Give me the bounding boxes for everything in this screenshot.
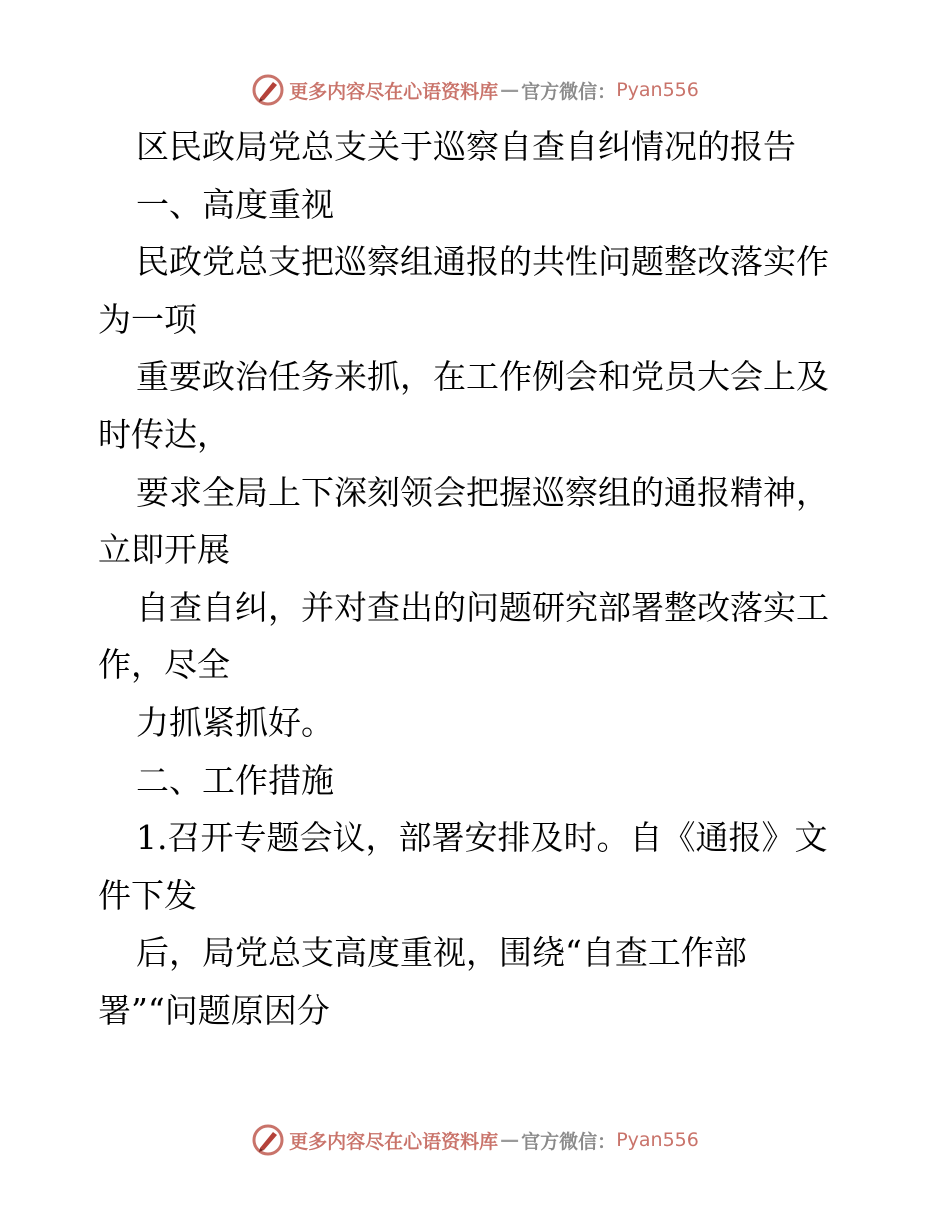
paragraph-line: 重要政治任务来抓，在工作例会和党员大会上及 (136, 357, 829, 397)
watermark-brand: 更多内容尽在心语资料库 (289, 1130, 499, 1153)
section-heading: 一、高度重视 (136, 184, 334, 224)
pen-logo-icon (251, 1123, 285, 1157)
paragraph-line: 作，尽全 (98, 645, 230, 685)
header-watermark (0, 70, 950, 110)
document-title: 区民政局党总支关于巡察自查自纠情况的报告 (136, 127, 796, 166)
watermark-channel: 官方微信： (521, 1130, 617, 1153)
paragraph-line: 立即开展 (98, 530, 230, 570)
paragraph-line: 自查自纠，并对查出的问题研究部署整改落实工 (136, 587, 829, 627)
paragraph-line: 时传达， (98, 414, 230, 454)
watermark-separator: — (500, 1129, 520, 1151)
footer-watermark (0, 1120, 950, 1160)
watermark-channel: 官方微信： (521, 80, 617, 103)
paragraph-line: 为一项 (98, 299, 197, 339)
pen-logo-icon (251, 73, 285, 107)
paragraph-line: 1.召开专题会议，部署安排及时。自《通报》文 (136, 818, 828, 858)
watermark-separator: — (500, 79, 520, 101)
paragraph-line: 要求全局上下深刻领会把握巡察组的通报精神， (136, 472, 829, 512)
watermark-wechat-id: Pyan556 (616, 1129, 699, 1151)
paragraph-line: 后，局党总支高度重视，围绕“自查工作部 (136, 933, 747, 973)
paragraph-line: 署”“问题原因分 (98, 990, 330, 1030)
section-heading: 二、工作措施 (136, 760, 334, 800)
watermark-wechat-id: Pyan556 (616, 79, 699, 101)
paragraph-line: 件下发 (98, 875, 197, 915)
paragraph-line: 力抓紧抓好。 (136, 702, 334, 742)
document-body (98, 118, 858, 1040)
paragraph-line: 民政党总支把巡察组通报的共性问题整改落实作 (136, 242, 829, 282)
watermark-brand: 更多内容尽在心语资料库 (289, 80, 499, 103)
